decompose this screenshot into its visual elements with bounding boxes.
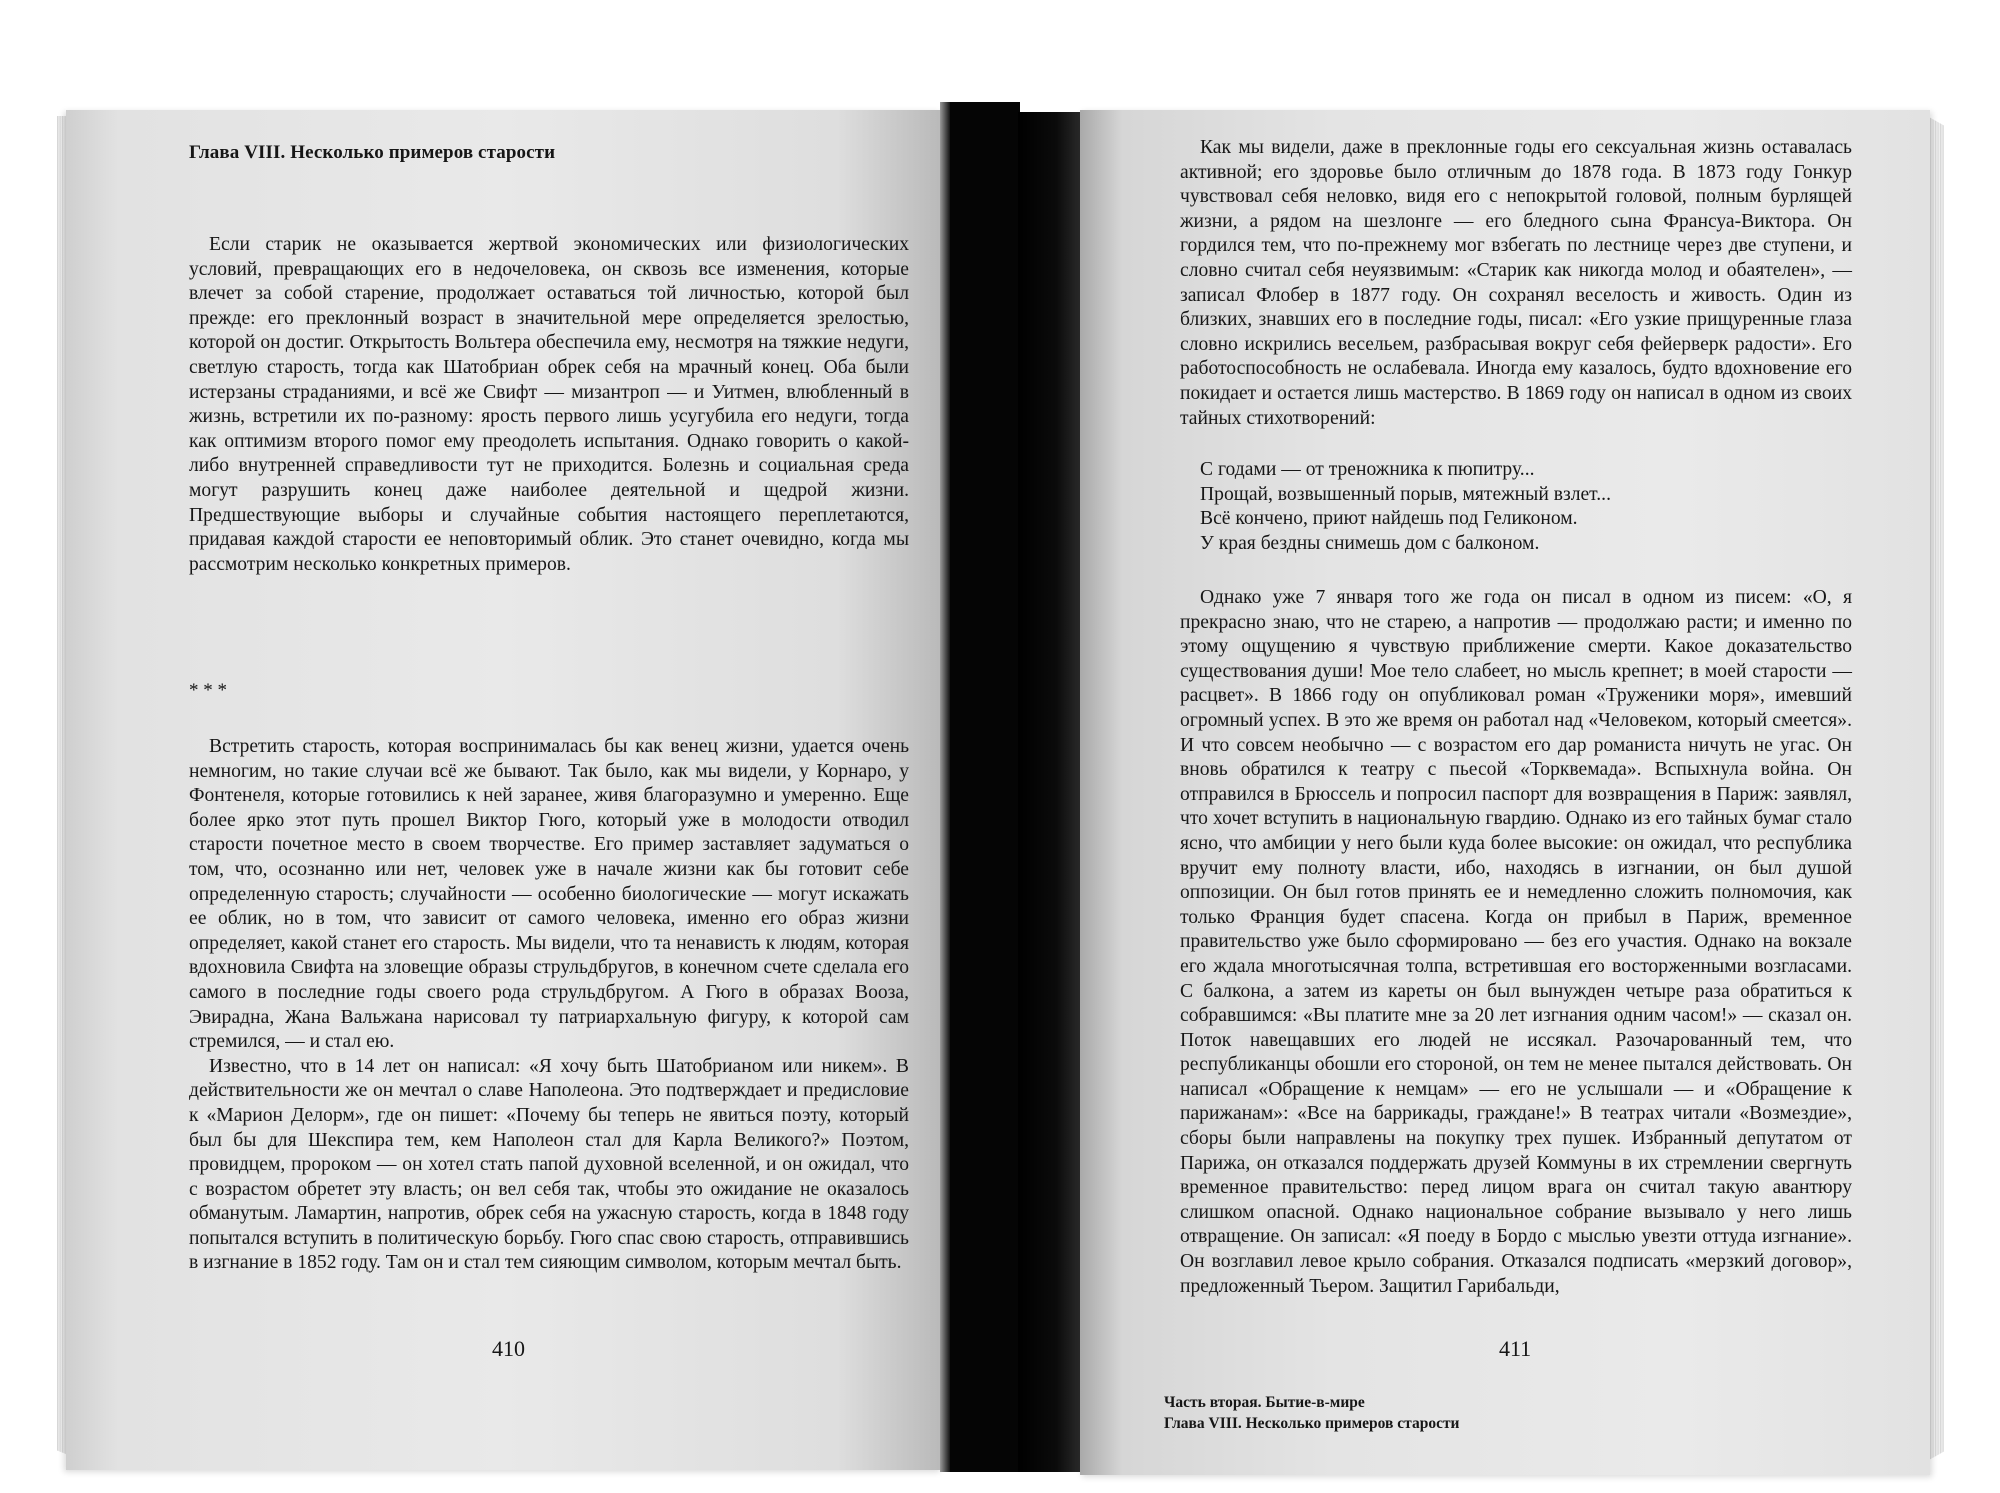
paragraph: Встретить старость, которая воспринималась бы как венец жизни, удается очень немногим, но такие случаи всё же бывают. Так было, как мы видели, у Корнаро, у Фонтенеля, которые готовились к ней заранее, живя благоразумно и умеренно. Еще более ярко этот путь прошел Виктор Гюго, который уже в молодости отводил старости почетное место в своем творчестве. Его пример заставляет задуматься о том, что, осознанно или нет, человек уже в начале жизни как бы готовит себе определенную старость; случайности — особенно биологические — могут искажать ее облик, но в том, что зависит от самого человека, именно его образ жизни определяет, какой станет его старость. Мы видели, что та ненависть к людям, которая вдохновила Свифта на зловещие образы струльдбругов, в конечном счете сделала его самого в последние годы своего рода струльдбругом. А Гюго в образах Вооза, Эвирадна, Жана Вальжана нарисовал ту патриархальную фигуру, к которой сам стремился, — и стал ею. [189, 736, 909, 1053]
page-number: 411 [1499, 1336, 1532, 1361]
poem-line: Прощай, возвышенный порыв, мятежный взлет... [1200, 483, 1611, 505]
left-page [66, 110, 942, 1470]
text-block [189, 233, 909, 577]
spine-gutter [1018, 112, 1082, 1472]
book-spine [940, 102, 1020, 1472]
spine-edge [940, 102, 950, 1472]
footer-part-title: Часть вторая. Бытие-в-мире [1164, 1394, 1365, 1411]
poem [1200, 458, 1611, 556]
poem-line: С годами — от треножника к пюпитру... [1200, 459, 1535, 480]
page-number: 410 [492, 1336, 525, 1361]
text-block [189, 735, 909, 1276]
poem-line: У края бездны снимешь дом с балконом. [1200, 532, 1540, 554]
poem-line: Всё кончено, приют найдешь под Геликоном. [1200, 508, 1578, 530]
text-block [1180, 136, 1852, 431]
paragraph: Если старик не оказывается жертвой экономических или физиологических условий, превращающих его в недочеловека, он сквозь все изменения, которые влечет за собой старение, продолжает оставаться той личностью, которой был прежде: его преклонный возраст в значительной мере определяется зрелостью, которой он достиг. Открытость Вольтера обеспечила ему, несмотря на тяжкие недуги, светлую старость, тогда как Шатобриан обрек себя на мрачный конец. Оба были истерзаны страданиями, и всё же Свифт — мизантроп — и Уитмен, влюбленный в жизнь, встретили их по-разному: ярость первого лишь усугубила его недуги, тогда как оптимизм второго помог ему преодолеть испытания. Однако говорить о какой-либо внутренней справедливости тут не приходится. Болезнь и социальная среда могут разрушить конец даже наиболее деятельной и щедрой жизни. Предшествующие выборы и случайные события настоящего переплетаются, придавая каждой старости ее неповторимый облик. Это станет очевидно, когда мы рассмотрим несколько конкретных примеров. [189, 234, 909, 575]
right-page [1080, 110, 1930, 1475]
text-block [1180, 586, 1852, 1299]
paragraph: Как мы видели, даже в преклонные годы его сексуальная жизнь оставалась активной; его здоровье было отличным до 1878 года. В 1873 году Гонкур чувствовал себя неловко, видя его с непокрытой головой, полным бурлящей жизни, а рядом на шезлонге — его бледного сына Франсуа-Виктора. Он гордился тем, что по-прежнему мог взбегать по лестнице через две ступени, и словно считал себя неуязвимым: «Старик как никогда молод и обаятелен», — записал Флобер в 1877 году. Он сохранял веселость и живость. Один из близких, знавших его в последние годы, писал: «Его узкие прищуренные глаза словно искрились весельем, разбрасывая вокруг себя фейерверк радости». Его работоспособность не ослабевала. Иногда ему казалось, будто вдохновение его покидает и остается лишь мастерство. В 1869 году он написал в одном из своих тайных стихотворений: [1180, 137, 1852, 429]
paragraph: Однако уже 7 января того же года он писал в одном из писем: «О, я прекрасно знаю, что не старею, а напротив — продолжаю расти; и именно по этому ощущению я чувствую приближение смерти. Какое доказательство существования души! Мое тело слабеет, но мысль крепнет; в моей старости — расцвет». В 1866 году он опубликовал роман «Труженики моря», имевший огромный успех. В это же время он работал над «Человеком, который смеется». И что совсем необычно — с возрастом его дар романиста ничуть не угас. Он вновь обратился к театру с пьесой «Торквемада». Вспыхнула война. Он отправился в Брюссель и попросил паспорт для возвращения в Париж: заявлял, что хочет вступить в национальную гвардию. Однако из его тайных бумаг стало ясно, что амбиции у него были куда более высокие: он ожидал, что республика вручит ему полноту власти, ибо, находясь в изгнании, он был душой оппозиции. Он был готов принять ее и немедленно сложить полномочия, как только Франция будет спасена. Когда он прибыл в Париж, временное правительство уже было сформировано — без его участия. Однако на вокзале его ждала многотысячная толпа, встретившая его восторженными возгласами. С балкона, а затем из кареты он был вынужден четыре раза обратиться к собравшимся: «Вы платите мне за 20 лет изгнания одним часом!» — сказал он. Поток навещавших его людей не иссякал. Разочарованный тем, что республиканцы обошли его стороной, он тем не менее пытался действовать. Он написал «Обращение к немцам» — его не услышали — и «Обращение к парижанам»: «Все на баррикады, граждане!» В театрах читали «Возмездие», сборы были направлены на покупку трех пушек. Избранный депутатом от Парижа, он отказался поддержать друзей Коммуны в их стремлении свергнуть временное правительство: перед лицом врага он считал такую авантюру слишком опасной. Однако национальное собрание вызывало у него лишь отвращение. Он записал: «Я поеду в Бордо с мыслью увезти оттуда изгнание». Он возглавил левое крыло собрания. Отказался подписать «мерзкий договор», предложенный Тьером. Защитил Гарибальди, [1180, 587, 1852, 1297]
running-head: Глава VIII. Несколько примеров старости [189, 142, 556, 163]
section-separator: * * * [189, 680, 227, 701]
running-footer [1164, 1392, 1460, 1434]
footer-chapter-title: Глава VIII. Несколько примеров старости [1164, 1415, 1460, 1432]
paragraph: Известно, что в 14 лет он написал: «Я хочу быть Шатобрианом или никем». В действительности же он мечтал о славе Наполеона. Это подтверждает и предисловие к «Марион Делорм», где он пишет: «Почему бы теперь не явиться поэту, который был бы для Шекспира тем, кем Наполеон стал для Карла Великого?» Поэтом, провидцем, пророком — он хотел стать папой духовной вселенной, и он ожидал, что с возрастом обретет эту власть; он вел себя так, чтобы это ожидание не оказалось обманутым. Ламартин, напротив, обрек себя на ужасную старость, когда в 1848 году попытался вступить в политическую борьбу. Гюго спас свою старость, отправившись в изгнание в 1852 году. Там он и стал тем сияющим символом, которым мечтал быть. [189, 1055, 909, 1274]
